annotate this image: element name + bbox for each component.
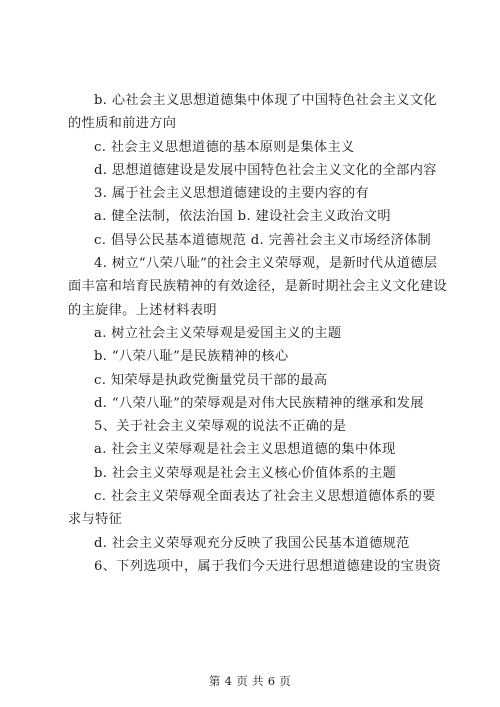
text-line: b. 心社会主义思想道德集中体现了中国特色社会主义文化 bbox=[94, 93, 437, 108]
text-line: 3. 属于社会主义思想道德建设的主要内容的有 bbox=[94, 186, 370, 202]
text-line: 面丰富和培育民族精神的有效途径，是新时期社会主义文化建设 bbox=[68, 279, 448, 295]
text-line: d. “八荣八耻”的荣辱观是对伟大民族精神的继承和发展 bbox=[94, 395, 424, 411]
text-line: 的性质和前进方向 bbox=[68, 116, 177, 132]
text-line: b. 社会主义荣辱观是社会主义核心价值体系的主题 bbox=[94, 465, 397, 481]
text-line: 4. 树立“八荣八耻”的社会主义荣辱观，是新时代从道德层 bbox=[94, 256, 438, 272]
text-line: c. 社会主义荣辱观全面表达了社会主义思想道德体系的要 bbox=[94, 489, 436, 505]
text-line: a. 树立社会主义荣辱观是爱国主义的主题 bbox=[94, 325, 342, 341]
text-line: a. 健全法制，依法治国 b. 建设社会主义政治文明 bbox=[94, 209, 391, 225]
text-line: a. 社会主义荣辱观是社会主义思想道德的集中体现 bbox=[94, 442, 396, 458]
text-line: 5、关于社会主义荣辱观的说法不正确的是 bbox=[94, 419, 347, 435]
text-line: b. “八荣八耻”是民族精神的核心 bbox=[94, 349, 289, 365]
text-line: c. 社会主义思想道德的基本原则是集体主义 bbox=[94, 139, 355, 155]
text-line: 求与特征 bbox=[68, 512, 123, 528]
document-body bbox=[68, 89, 448, 578]
text-line: d. 思想道德建设是发展中国特色社会主义文化的全部内容 bbox=[94, 162, 437, 178]
text-line: d. 社会主义荣辱观充分反映了我国公民基本道德规范 bbox=[94, 535, 410, 551]
text-line: 的主旋律。上述材料表明 bbox=[68, 302, 217, 318]
page-footer: 第 4 页 共 6 页 bbox=[208, 674, 292, 688]
text-line: 6、下列选项中，属于我们今天进行思想道德建设的宝贵资 bbox=[94, 558, 442, 574]
text-line: c. 倡导公民基本道德规范 d. 完善社会主义市场经济体制 bbox=[94, 232, 432, 248]
text-line: c. 知荣辱是执政党衡量党员干部的最高 bbox=[94, 372, 328, 388]
